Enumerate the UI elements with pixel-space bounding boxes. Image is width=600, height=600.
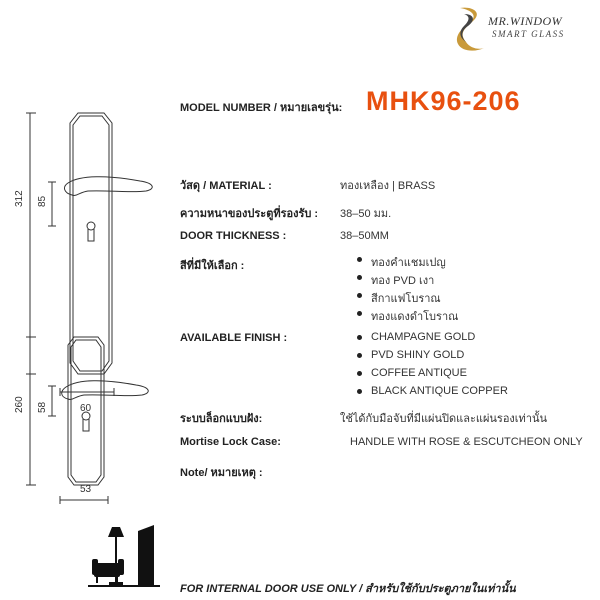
bottom-keyhole-slot bbox=[83, 419, 89, 431]
door-thickness-th-value: 38–50 มม. bbox=[340, 208, 392, 220]
finish-en-list bbox=[355, 331, 508, 403]
finish-th-item: สีกาแฟโบราณ bbox=[355, 289, 458, 307]
top-width-dimension: 60 bbox=[80, 403, 92, 414]
top-keyhole-slot bbox=[88, 229, 94, 241]
model-number-value: MHK96-206 bbox=[366, 86, 521, 116]
footer-usage-note: FOR INTERNAL DOOR USE ONLY / สำหรับใช้กับประตูภายในเท่านั้น bbox=[180, 583, 516, 595]
top-height-dimension: 312 bbox=[14, 190, 25, 207]
brand-line-2: SMART GLASS bbox=[492, 29, 565, 39]
finish-th-item: ทองแดงดำโบราณ bbox=[355, 307, 458, 325]
material-label: วัสดุ / MATERIAL : bbox=[180, 180, 272, 192]
top-backplate-outline bbox=[70, 113, 112, 374]
door-thickness-en-label: DOOR THICKNESS : bbox=[180, 230, 287, 242]
lamp-shade-icon bbox=[108, 527, 124, 537]
finish-th-item: ทอง PVD เงา bbox=[355, 271, 458, 289]
mortise-lock-en-label: Mortise Lock Case: bbox=[180, 436, 281, 448]
brand-logo-mark bbox=[452, 4, 492, 54]
door-icon bbox=[138, 525, 154, 585]
door-thickness-en-value: 38–50MM bbox=[340, 230, 389, 242]
interior-room-icon bbox=[88, 525, 160, 589]
finish-th-list bbox=[355, 253, 458, 325]
top-keyhole-circle bbox=[87, 222, 95, 230]
floor-line-icon bbox=[88, 585, 160, 587]
handle-technical-drawing bbox=[0, 95, 175, 505]
top-handle-dimension: 85 bbox=[37, 195, 48, 207]
mortise-lock-en-value: HANDLE WITH ROSE & ESCUTCHEON ONLY bbox=[350, 436, 583, 448]
mortise-lock-th-value: ใช้ได้กับมือจับที่มีแผ่นปิดและแผ่นรองเท่านั้น bbox=[340, 413, 548, 425]
brand-logo bbox=[452, 4, 597, 56]
material-value: ทองเหลือง | BRASS bbox=[340, 180, 436, 192]
top-lever-handle bbox=[65, 177, 153, 196]
finish-en-item: CHAMPAGNE GOLD bbox=[355, 331, 508, 349]
bottom-width-dimension: 53 bbox=[80, 484, 92, 495]
finish-en-item: COFFEE ANTIQUE bbox=[355, 367, 508, 385]
finish-en-item: PVD SHINY GOLD bbox=[355, 349, 508, 367]
bottom-handle-dimension: 58 bbox=[37, 401, 48, 413]
brand-line-1: MR.WINDOW bbox=[488, 14, 563, 28]
finish-en-label: AVAILABLE FINISH : bbox=[180, 332, 288, 344]
mortise-lock-th-label: ระบบล็อกแบบฝัง: bbox=[180, 413, 263, 425]
finish-th-label: สีที่มีให้เลือก : bbox=[180, 260, 245, 272]
top-backplate-inner bbox=[73, 116, 109, 371]
note-label: Note/ หมายเหตุ : bbox=[180, 467, 263, 479]
bottom-height-dimension: 260 bbox=[14, 396, 25, 413]
finish-th-item: ทองคำแชมเปญ bbox=[355, 253, 458, 271]
bottom-lever-handle bbox=[62, 381, 149, 400]
model-number-label: MODEL NUMBER / หมายเลขรุ่น: bbox=[180, 102, 343, 114]
finish-en-item: BLACK ANTIQUE COPPER bbox=[355, 385, 508, 403]
door-thickness-th-label: ความหนาของประตูที่รองรับ : bbox=[180, 208, 319, 220]
